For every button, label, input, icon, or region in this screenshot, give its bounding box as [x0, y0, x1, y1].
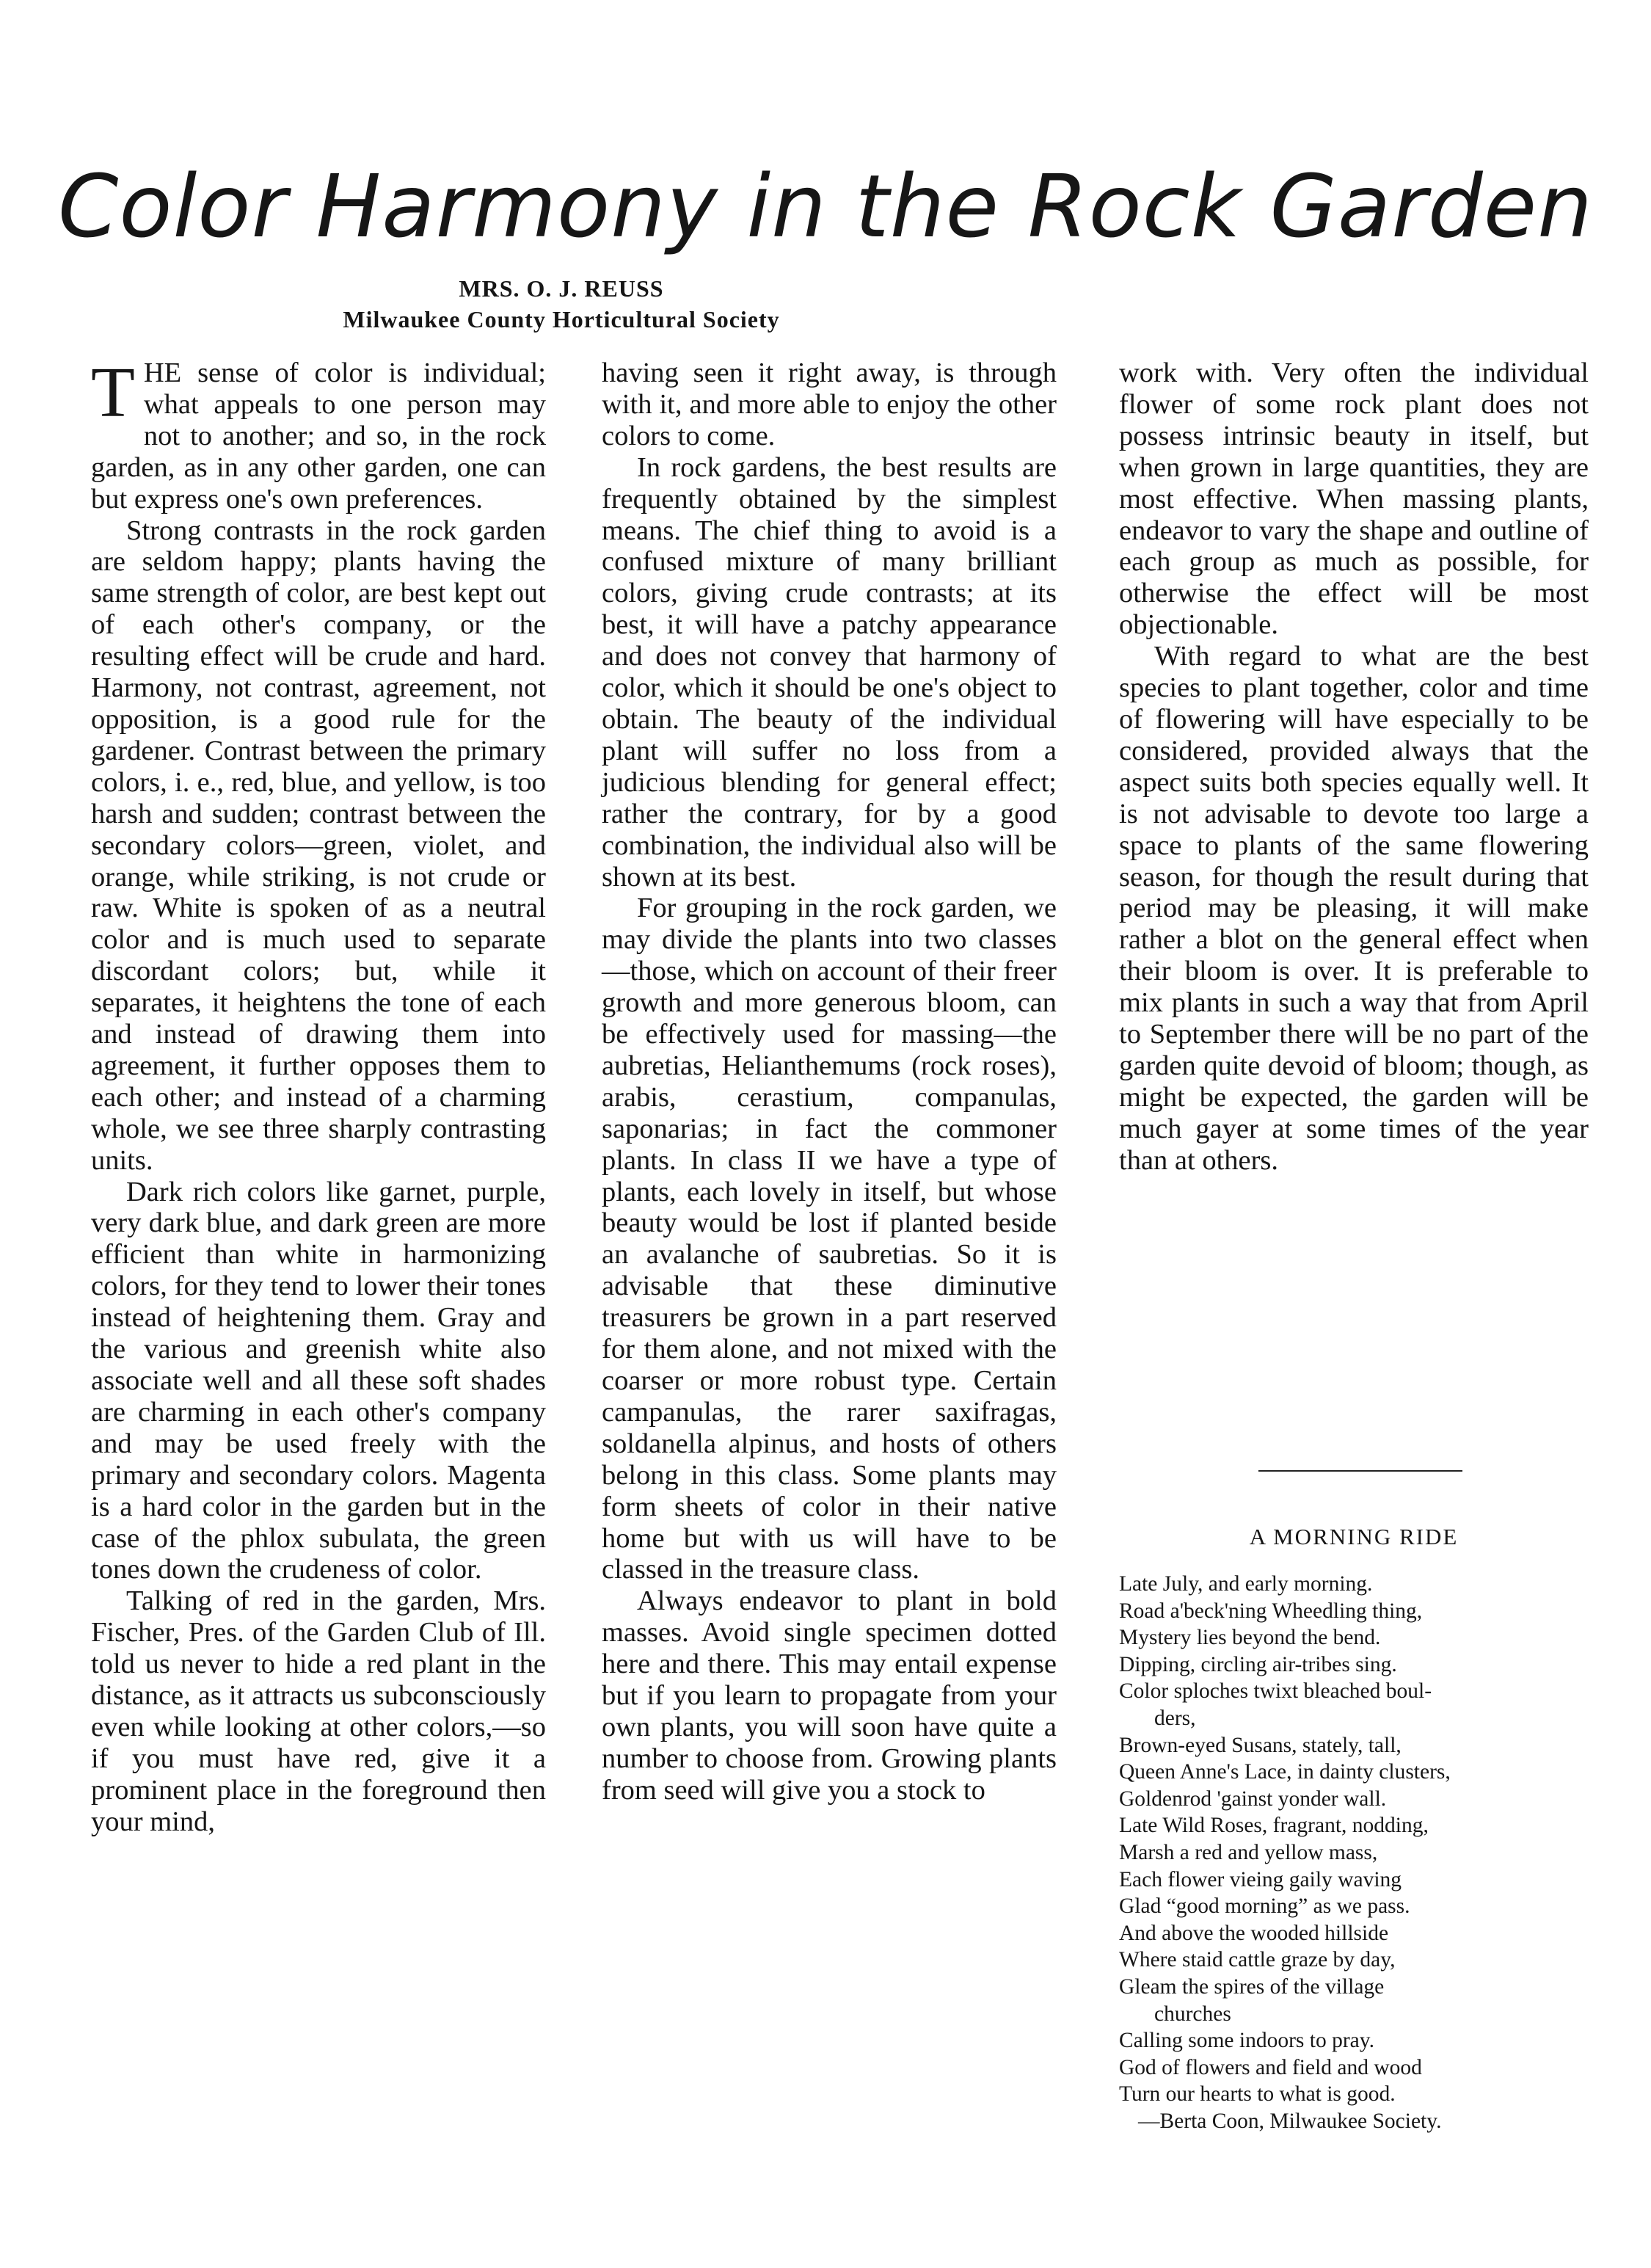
drop-cap: T: [91, 353, 135, 432]
paragraph: having seen it right away, is through with it, and more able to enjoy the other colors to come.: [602, 357, 1057, 451]
poem-signature-line: [1119, 2108, 1589, 2135]
poem-title: A MORNING RIDE: [1249, 1524, 1459, 1549]
poem-line: And above the wooded hillside: [1119, 1921, 1389, 1945]
section-divider: [1258, 1470, 1462, 1472]
poem-line: Late Wild Roses, fragrant, nodding,: [1119, 1814, 1429, 1838]
poem-line: Brown-eyed Susans, stately, tall,: [1119, 1733, 1402, 1757]
paragraph: work with. Very often the individual flower of some rock plant does not possess intrinsic beauty in itself, but when grown in large quantities, they are most effective. When massing plants, endeavor to vary the shape and outline of each group as much as possible, for otherwise the effect will be most objectionable.: [1119, 357, 1589, 641]
poem-line: [1119, 1705, 1589, 1732]
poem-line: [1119, 2001, 1589, 2028]
paragraph: Talking of red in the garden, Mrs. Fischer, Pres. of the Garden Club of Ill. told us never to hide a red plant in the distance, as it attracts us subconsciously even while looking at other colors,—so if you must have red, give it a prominent place in the foreground then your mind,: [91, 1585, 546, 1837]
poem-line: God of flowers and field and wood: [1119, 2055, 1422, 2079]
paragraph: With regard to what are the best species to plant together, color and time of flowering will have especially to be considered, provided always that the aspect suits both species equally well. It is not advisable to devote too large a space to plants of the same flowering season, for though the result during that period may be pleasing, it will make rather a blot on the general effect when their bloom is over. It is preferable to mix plants in such a way that from April to September there will be no part of the garden quite devoid of bloom; though, as might be expected, the garden will be much gayer at some times of the year than at others.: [1119, 641, 1589, 1176]
poem-line: Turn our hearts to what is good.: [1119, 2082, 1396, 2107]
article-column-1: [91, 353, 546, 1838]
paragraph: Always endeavor to plant in bold masses. Avoid single specimen dotted here and there. This may entail expense but if you learn to propagate from your own plants, you will soon have quite a number to choose from. Growing plants from seed will give you a stock to: [602, 1585, 1057, 1806]
poem: [1119, 1571, 1589, 2134]
poem-line: Goldenrod 'gainst yonder wall.: [1119, 1787, 1387, 1811]
article-title: Color Harmony in the Rock Garden: [57, 156, 1594, 257]
poem-line: Calling some indoors to pray.: [1119, 2029, 1374, 2053]
paragraph: In rock gardens, the best results are frequently obtained by the simplest means. The chief thing to avoid is a confused mixture of many brilliant colors, giving crude contrasts; at its best, it will have a patchy appearance and does not convey that harmony of color, which it should be one's object to obtain. The beauty of the individual plant will suffer no loss from a judicious blending for general effect; rather the contrary, for by a good combination, the individual also will be shown at its best.: [602, 451, 1057, 893]
paragraph: For grouping in the rock garden, we may divide the plants into two classes—those, which on account of their freer growth and more generous bloom, can be effectively used for massing—the aubretias, Helianthemums (rock roses), arabis, cerastium, companulas, saponarias; in fact the commoner plants. In class II we have a type of plants, each lovely in itself, but whose beauty would be lost if planted beside an avalanche of saubretias. So it is advisable that these diminutive treasurers be grown in a part reserved for them alone, and not mixed with the coarser or more robust type. Certain campanulas, the rarer saxifragas, soldanella alpinus, and hosts of others belong in this class. Some plants may form sheets of color in their native home but with us will have to be classed in the treasure class.: [602, 893, 1057, 1585]
poem-line: Gleam the spires of the village: [1119, 1974, 1385, 1999]
poem-signature: —Berta Coon, Milwaukee Society.: [1138, 2109, 1442, 2133]
paragraph: Strong contrasts in the rock garden are seldom happy; plants having the same strength of color, are best kept out of each other's company, or the resulting effect will be crude and hard. Harmony, not contrast, agreement, not opposition, is a good rule for the gardener. Contrast between the primary colors, i. e., red, blue, and yellow, is too harsh and sudden; contrast between the secondary colors—green, violet, and orange, while striking, is not crude or raw. White is spoken of as a neutral color and is much used to separate discordant colors; but, while it separates, it heightens the tone of each and instead of drawing them into agreement, it further opposes them to each other; and instead of a charming whole, we see three sharply contrasting units.: [91, 515, 546, 1176]
poem-line: Marsh a red and yellow mass,: [1119, 1840, 1378, 1864]
paragraph: [91, 353, 546, 515]
poem-line: Each flower vieing gaily waving: [1119, 1867, 1402, 1891]
paragraph: Dark rich colors like garnet, purple, very dark blue, and dark green are more efficient than white in harmonizing colors, for they tend to lower their tones instead of heightening them. Gray and the various and greenish white also associate well and all these soft shades are charming in each other's company and may be used freely with the primary and secondary colors. Magenta is a hard color in the garden but in the case of the phlox subulata, the green tones down the crudeness of color.: [91, 1176, 546, 1585]
poem-line-continuation: churches: [1154, 2002, 1231, 2026]
article-column-2: [602, 357, 1057, 1806]
author-affiliation: Milwaukee County Horticultural Society: [343, 306, 780, 332]
article-author: MRS. O. J. REUSS: [459, 275, 664, 302]
poem-line: Mystery lies beyond the bend.: [1119, 1626, 1381, 1650]
poem-line: Queen Anne's Lace, in dainty clusters,: [1119, 1760, 1451, 1784]
poem-line: Glad “good morning” as we pass.: [1119, 1894, 1410, 1919]
poem-line: Where staid cattle graze by day,: [1119, 1948, 1396, 1972]
paragraph-text: HE sense of color is individual; what appeals to one person may not to another; and so, in the rock garden, as in any other garden, one can but express one's own preferences.: [91, 357, 546, 515]
poem-line-continuation: ders,: [1154, 1706, 1196, 1730]
poem-line: Dipping, circling air-tribes sing.: [1119, 1652, 1397, 1676]
poem-line: Road a'beck'ning Wheedling thing,: [1119, 1599, 1423, 1623]
article-column-3: [1119, 357, 1589, 1177]
poem-line: Color sploches twixt bleached boul-: [1119, 1679, 1432, 1704]
poem-line: Late July, and early morning.: [1119, 1572, 1373, 1596]
